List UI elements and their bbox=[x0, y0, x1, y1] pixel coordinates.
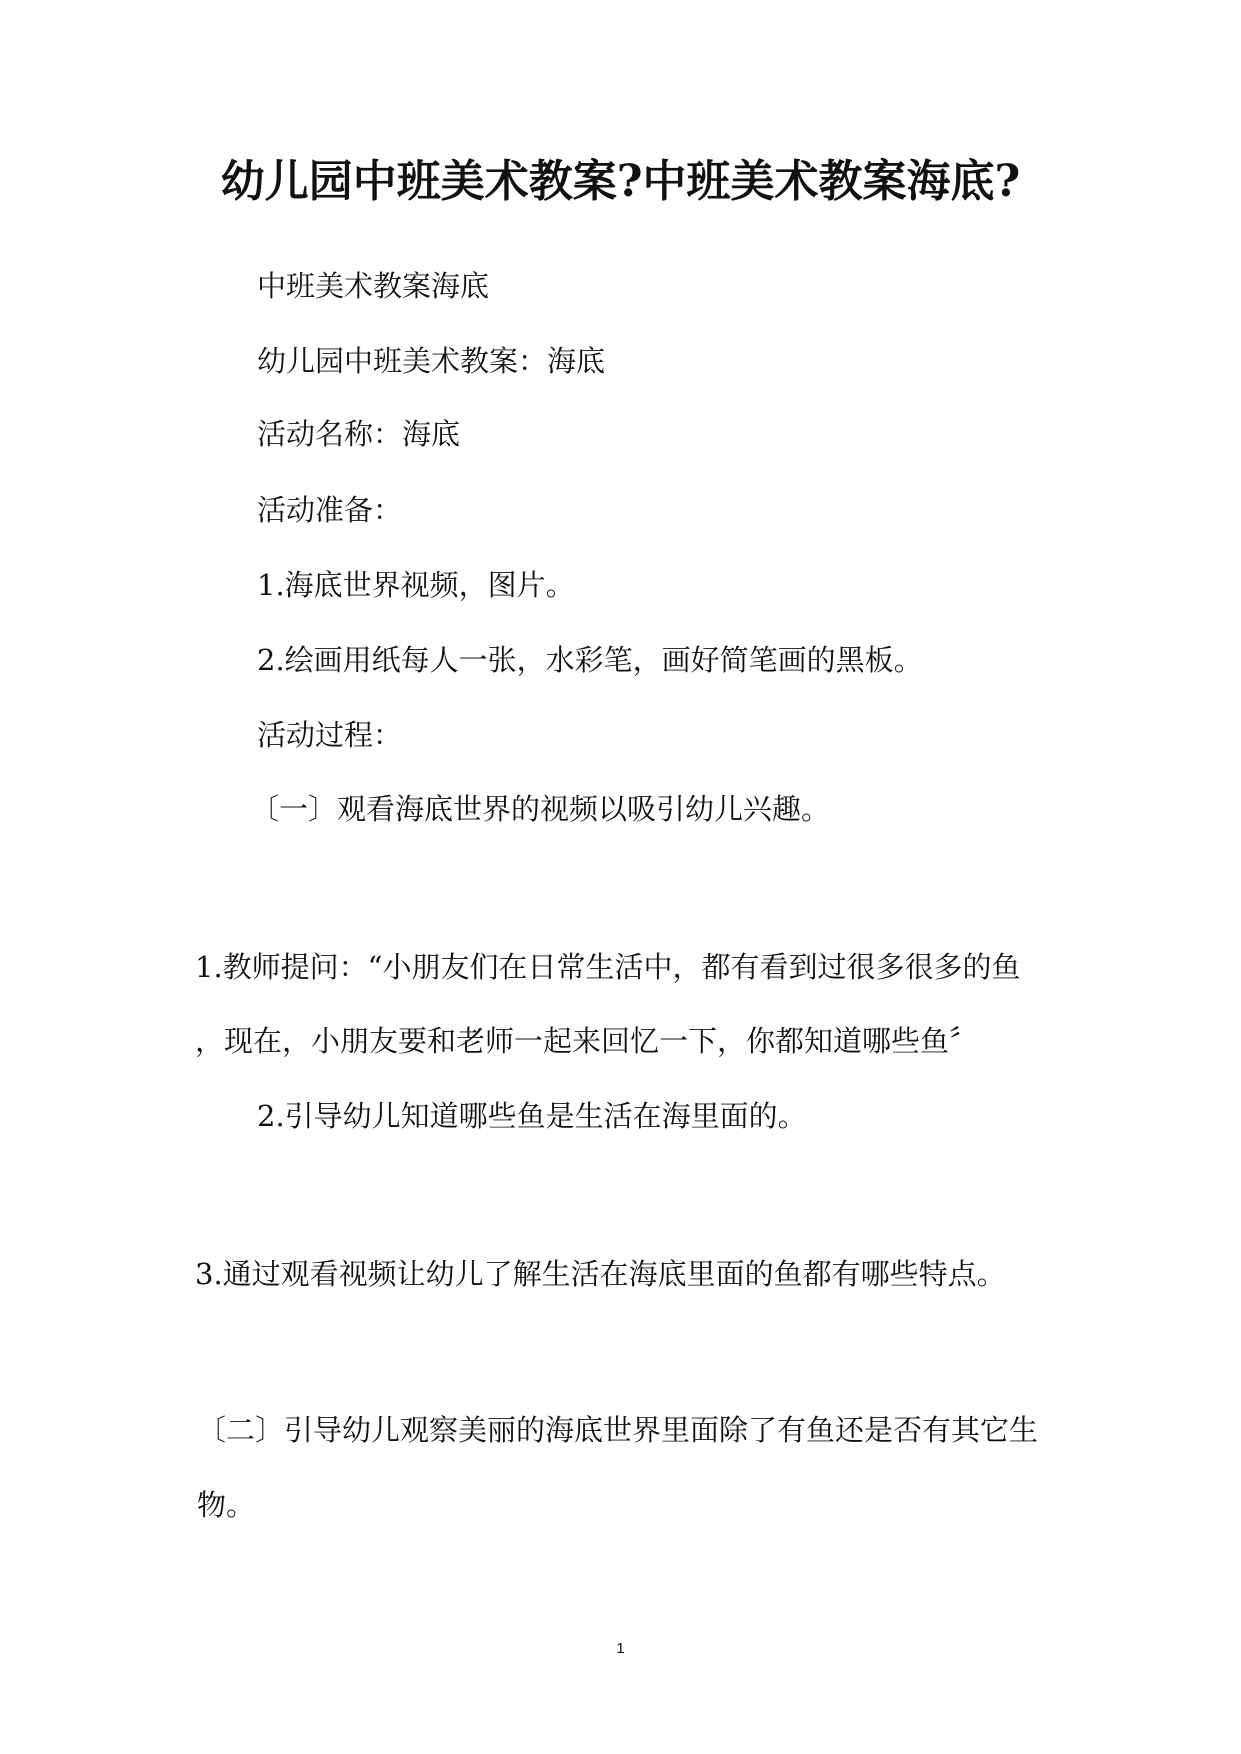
paragraph: 1.海底世界视频，图片。 bbox=[257, 568, 575, 602]
paragraph: 〔二〕引导幼儿观察美丽的海底世界里面除了有鱼还是否有其它生 bbox=[197, 1413, 1039, 1447]
paragraph: 物。 bbox=[197, 1488, 256, 1522]
paragraph: 2.引导幼儿知道哪些鱼是生活在海里面的。 bbox=[257, 1099, 807, 1133]
paragraph: 〔一〕观看海底世界的视频以吸引幼儿兴趣。 bbox=[250, 792, 831, 826]
paragraph: 活动准备： bbox=[257, 493, 403, 527]
page-number: 1 bbox=[616, 1640, 625, 1657]
paragraph: 活动过程： bbox=[257, 718, 403, 752]
paragraph: 活动名称：海底 bbox=[257, 417, 461, 451]
paragraph: 中班美术教案海底 bbox=[257, 269, 490, 303]
paragraph: 幼儿园中班美术教案：海底 bbox=[257, 344, 606, 378]
paragraph: 2.绘画用纸每人一张，水彩笔，画好简笔画的黑板。 bbox=[257, 643, 923, 677]
paragraph: 3.通过观看视频让幼儿了解生活在海底里面的鱼都有哪些特点。 bbox=[195, 1257, 1006, 1291]
paragraph: 1.教师提问：“小朋友们在日常生活中，都有看到过很多很多的鱼 bbox=[195, 950, 1021, 984]
paragraph: ，现在，小朋友要和老师一起来回忆一下，你都知道哪些鱼〞 bbox=[195, 1024, 979, 1058]
document-title: 幼儿园中班美术教案?中班美术教案海底? bbox=[220, 156, 1021, 207]
